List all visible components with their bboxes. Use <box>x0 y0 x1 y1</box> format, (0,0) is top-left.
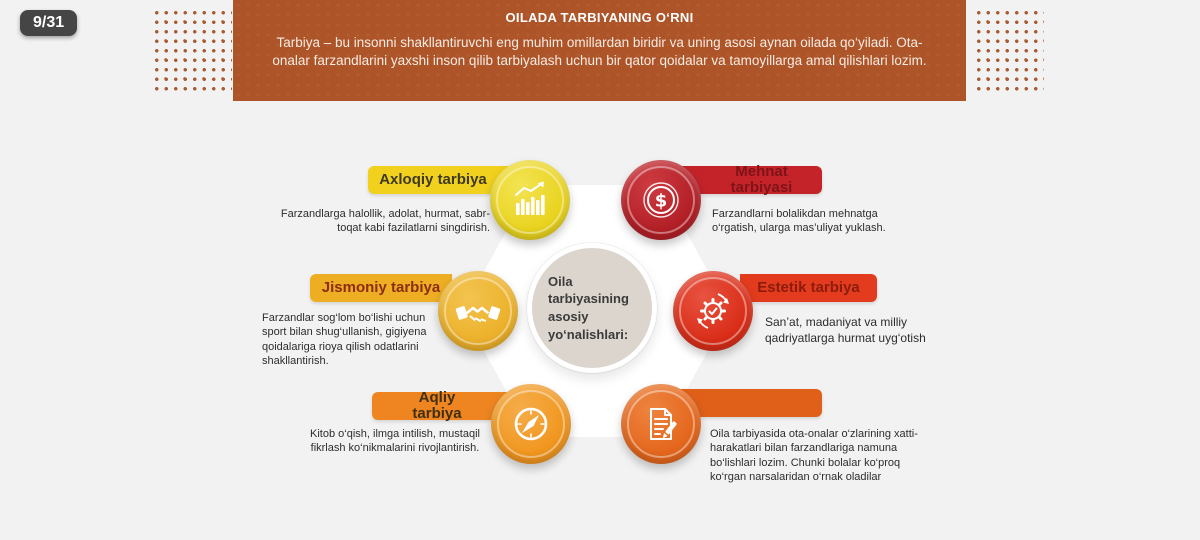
handshake-icon <box>455 288 501 334</box>
coin-mehnat <box>621 160 701 240</box>
item-description-jismoniy: Farzandlar sog‘lom bo‘lishi uchun sport bilan shug‘ullanish, gigiyena qoidalariga rioya qilish odatlarini shakllantirish. <box>262 312 427 367</box>
slide-intro-text: Tarbiya – bu insonni shakllantiruvchi eng muhim omillardan biridir va uning asosi aynan oilada qo‘yiladi. Ota-onalar farzandlarini yaxshi inson qilib tarbiyalash uchun bir qator qoidalar va tamoyillarga amal qilishlari lozim. <box>272 35 927 69</box>
item-label-mehnat: Mehnat tarbiyasi <box>730 163 793 196</box>
slide-title: OILADA TARBIYANING O‘RNI <box>505 10 694 25</box>
svg-text:$: $ <box>654 190 668 212</box>
document-edit-icon <box>638 401 684 447</box>
slide-counter-badge: 9/31 <box>20 10 77 36</box>
item-description-axloqiy: Farzandlarga halollik, adolat, hurmat, sabr-toqat kabi fazilatlarni singdirish. <box>280 208 490 235</box>
item-description-aqliy: Kitob o‘qish, ilmga intilish, mustaqil fikrlash ko‘nikmalarini rivojlantirish. <box>310 428 480 455</box>
center-label: Oila tarbiyasining asosiy yo‘nalishlari: <box>548 273 629 342</box>
dot-pattern-left <box>152 8 232 96</box>
coin-estetik <box>673 271 753 351</box>
coin-axloqiy <box>490 160 570 240</box>
center-circle <box>527 243 657 373</box>
label-bar-jismoniy <box>310 274 452 302</box>
coin-jismoniy <box>438 271 518 351</box>
dot-pattern-right <box>974 8 1044 96</box>
growth-chart-icon <box>508 178 552 222</box>
item-label-axloqiy: Axloqiy tarbiya <box>379 171 487 189</box>
label-bar-estetik <box>740 274 877 302</box>
dollar-coin-icon <box>639 178 683 222</box>
gear-check-icon <box>690 288 736 334</box>
item-description-estetik: San’at, madaniyat va milliy qadriyatlarga hurmat uyg‘otish <box>765 315 926 345</box>
compass-icon <box>508 401 554 447</box>
item-description-mehnat: Farzandlarni bolalikdan mehnatga o‘rgatish, ularga mas’uliyat yuklash. <box>712 208 886 235</box>
coin-namuna <box>621 384 701 464</box>
item-label-jismoniy: Jismoniy tarbiya <box>321 279 441 297</box>
header-banner <box>233 0 966 101</box>
item-label-estetik: Estetik tarbiya <box>757 279 860 297</box>
coin-aqliy <box>491 384 571 464</box>
item-label-aqliy: Aqliy tarbiya <box>412 389 462 422</box>
item-description-namuna: Oila tarbiyasida ota-onalar o‘zlarining xatti-harakatlari bilan farzandlariga namuna bo‘lishlari lozim. Chunki bolalar ko‘proq ko‘rgan narsalaridan o‘rnak oladilar <box>710 428 918 483</box>
